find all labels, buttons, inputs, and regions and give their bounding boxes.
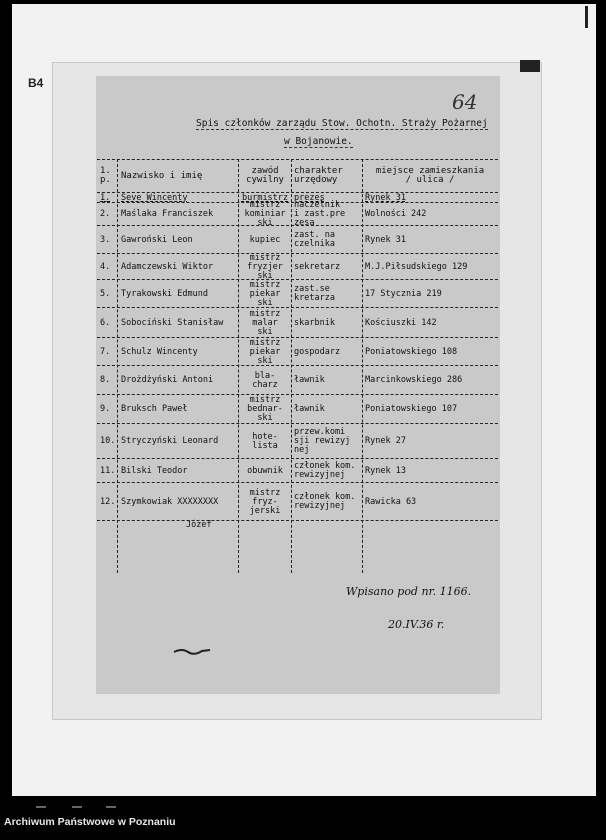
cell-address: Wolności 242 — [365, 209, 427, 219]
cell-occupation: hote- lista — [252, 431, 278, 451]
archive-footer: Archiwum Państwowe w Poznaniu — [4, 816, 176, 828]
cell-name: Seve Wincenty — [121, 192, 188, 203]
header-name: Nazwisko i imię — [121, 170, 203, 181]
cell-lp: 12. — [100, 496, 116, 507]
cell-name: Schulz Wincenty — [121, 346, 198, 357]
cell-occupation: mistrz kominiar ski — [244, 200, 286, 228]
header-role: charakter urzędowy — [294, 166, 343, 185]
table-row — [97, 458, 498, 483]
cell-lp: 6. — [100, 317, 111, 328]
cell-name: Sobociński Stanisław — [121, 317, 224, 328]
cell-role: prezes — [294, 192, 325, 203]
corner-mark — [585, 6, 588, 28]
cell-occupation: burmistrz — [241, 192, 289, 203]
cell-name: Szymkowiak XXXXXXXX — [121, 496, 219, 507]
cell-occupation: bla- charz — [252, 370, 278, 390]
cell-address: Rynek 13 — [365, 465, 406, 476]
film-tick — [72, 806, 82, 808]
cell-lp: 9. — [100, 404, 111, 414]
cell-lp: 11. — [100, 465, 116, 476]
cell-role: zast. na czelnika — [294, 230, 335, 249]
cell-lp: 3. — [100, 234, 111, 245]
cell-lp: 7. — [100, 346, 111, 357]
cell-role: ławnik — [294, 375, 325, 385]
cell-name: Drożdżyński Antoni — [121, 375, 214, 385]
cell-address: Rawicka 63 — [365, 496, 417, 507]
table-row — [97, 307, 498, 338]
ink-smudge — [172, 646, 212, 656]
cell-lp: 8. — [100, 375, 111, 385]
cell-name: Tyrakowski Edmund — [121, 288, 208, 299]
cell-address: Poniatowskiego 108 — [365, 346, 458, 357]
table-row — [97, 394, 498, 424]
film-tick — [106, 806, 116, 808]
header-address: miejsce zamieszkania / ulica / — [375, 166, 485, 185]
document-title: Spis członków zarządu Stow. Ochotn. Straży Pożarnej — [196, 118, 488, 129]
cell-lp: 4. — [100, 261, 111, 272]
cell-occupation: mistrz fryzjer ski — [247, 252, 283, 281]
cell-lp: 10. — [100, 436, 116, 446]
cell-occupation: mistrz piekar ski — [249, 337, 281, 366]
film-tick — [36, 806, 46, 808]
mount-tab — [520, 60, 540, 72]
cell-role: zast.se kretarza — [294, 284, 335, 303]
table-row — [97, 482, 498, 521]
cell-lp: 5. — [100, 288, 111, 299]
cell-address: Marcinkowskiego 286 — [365, 375, 463, 385]
cell-name: Bruksch Paweł — [121, 404, 188, 414]
cell-address: Kościuszki 142 — [365, 317, 437, 328]
cell-role: przew.komi sji rewizyj nej — [294, 427, 351, 455]
cell-role: gospodarz — [294, 346, 341, 357]
cell-occupation: mistrz fryz- jerski — [249, 487, 281, 516]
table-row — [97, 365, 498, 395]
cell-address: Poniatowskiego 107 — [365, 404, 458, 414]
cell-role: skarbnik — [294, 317, 335, 328]
cell-role: sekretarz — [294, 261, 341, 272]
handwritten-note: Wpisano pod nr. 1166. — [346, 585, 472, 598]
cell-occupation: kupiec — [249, 234, 281, 245]
cell-name: Gawroński Leon — [121, 234, 193, 245]
table-row — [97, 253, 498, 280]
table-row — [97, 337, 498, 366]
table-header — [97, 159, 498, 192]
cell-address: Rynek 31 — [365, 234, 406, 245]
cell-occupation: mistrz bednar- ski — [247, 395, 283, 423]
cell-occupation: obuwnik — [247, 465, 283, 476]
archive-label: B4 — [28, 76, 44, 90]
table-row — [97, 279, 498, 308]
table-row — [97, 202, 498, 226]
name-correction: Józef — [186, 520, 212, 530]
cell-occupation: mistrz piekar ski — [249, 279, 281, 308]
document-subtitle: w Bojanowie. — [284, 136, 353, 147]
cell-name: Stryczyński Leonard — [121, 436, 219, 446]
handwritten-date: 20.IV.36 r. — [388, 618, 445, 631]
table-bottom-line — [97, 520, 498, 521]
page-number: 64 — [452, 90, 478, 114]
members-table — [97, 159, 498, 573]
cell-address: 17 Stycznia 219 — [365, 288, 442, 299]
header-lp: 1. p. — [100, 166, 111, 185]
cell-lp: 1. — [100, 192, 111, 203]
cell-occupation: mistrz malar ski — [249, 308, 281, 337]
cell-address: M.J.Piłsudskiego 129 — [365, 261, 468, 272]
cell-role: członek kom. rewizyjnej — [294, 461, 356, 480]
table-row — [97, 423, 498, 459]
cell-role: członek kom. rewizyjnej — [294, 492, 356, 511]
table-row — [97, 225, 498, 254]
cell-role: naczelnik i zast.pre zesa — [294, 200, 346, 228]
cell-lp: 2. — [100, 209, 111, 219]
header-occupation: zawód cywilny — [246, 166, 284, 185]
cell-address: Rynek 27 — [365, 436, 406, 446]
cell-name: Bilski Teodor — [121, 465, 188, 476]
cell-role: ławnik — [294, 404, 325, 414]
cell-address: Rynek 31 — [365, 192, 406, 203]
cell-name: Maślaka Franciszek — [121, 209, 214, 219]
cell-name: Adamczewski Wiktor — [121, 261, 214, 272]
